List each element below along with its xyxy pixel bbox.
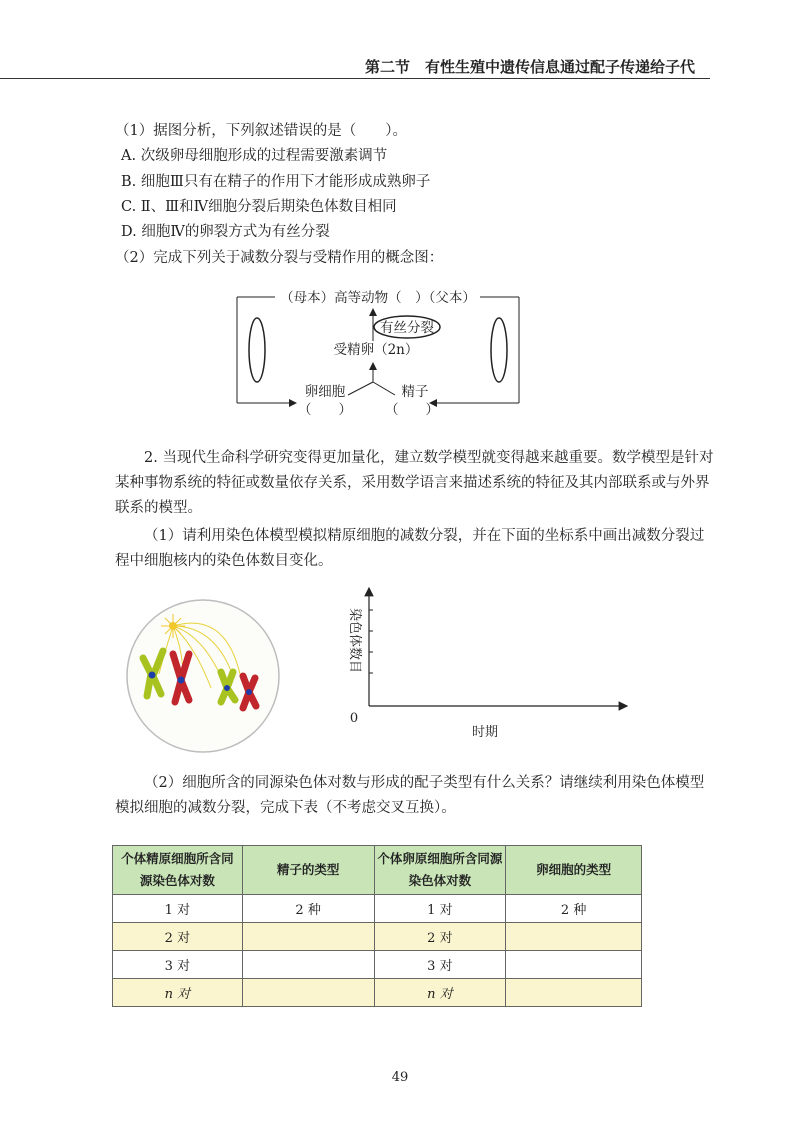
table-cell: 3 对: [113, 951, 243, 979]
q1-option-d: D. 细胞Ⅳ的卵裂方式为有丝分裂: [121, 224, 330, 240]
header-sperm-pairs: 个体精原细胞所含同源染色体对数: [113, 846, 243, 895]
sperm-label: 精子: [401, 384, 429, 400]
table-cell: [242, 923, 374, 951]
sperm-blank: （ ）: [385, 402, 439, 418]
egg-label: 卵细胞: [304, 384, 346, 400]
table-cell: 2 种: [506, 895, 642, 923]
table-row: [113, 951, 642, 979]
table-cell: n 对: [374, 979, 506, 1007]
header-egg-types: 卵细胞的类型: [506, 846, 642, 895]
origin-label: 0: [349, 711, 359, 726]
table-cell: 2 对: [374, 923, 506, 951]
chapter-title: 第二节 有性生殖中遗传信息通过配子传递给子代: [364, 58, 695, 76]
section2-p1: （1）请利用染色体模型模拟精原细胞的减数分裂，并在下面的坐标系中画出减数分裂过程中细胞核内的染色体数目变化。: [115, 528, 705, 569]
concept-top-label: （母本）高等动物（ ）（父本）: [280, 290, 476, 306]
q1-option-b: B. 细胞Ⅲ只有在精子的作用下才能形成成熟卵子: [121, 174, 431, 190]
table-cell: 2 种: [242, 895, 374, 923]
table-cell: 3 对: [374, 951, 506, 979]
y-ticks: [369, 610, 373, 673]
table-cell: [506, 951, 642, 979]
concept-map: [230, 285, 530, 425]
table-cell: [242, 951, 374, 979]
gamete-table: [112, 845, 642, 1007]
section2-p2: （2）细胞所含的同源染色体对数与形成的配子类型有什么关系？请继续利用染色体模型模拟细胞的减数分裂，完成下表（不考虑交叉互换）。: [115, 775, 705, 816]
table-cell: 1 对: [374, 895, 506, 923]
table-cell: n 对: [113, 979, 243, 1007]
table-cell: 2 对: [113, 923, 243, 951]
cell-illustration: [125, 596, 285, 756]
section2-intro: 2. 当现代生命科学研究变得更加量化，建立数学模型就变得越来越重要。数学模型是针对某种事物系统的特征或数量依存关系，采用数学语言来描述系统的特征及其内部联系或与外界联系的模型。: [115, 450, 714, 516]
q1-option-c: C. Ⅱ、Ⅲ和Ⅳ细胞分裂后期染色体数目相同: [121, 199, 397, 215]
blank-oval-left: [249, 318, 265, 382]
mitosis-label: 有丝分裂: [380, 320, 434, 336]
table-cell: [506, 979, 642, 1007]
chromosome-graph: [335, 580, 635, 750]
x-axis-label: 时期: [471, 725, 499, 740]
table-cell: [242, 979, 374, 1007]
table-cell: [506, 923, 642, 951]
table-row: [113, 923, 642, 951]
egg-blank: （ ）: [298, 402, 352, 418]
header-egg-pairs: 个体卵原细胞所含同源染色体对数: [374, 846, 506, 895]
blank-oval-right: [491, 318, 507, 382]
q2-stem: （2）完成下列关于减数分裂与受精作用的概念图：: [115, 250, 444, 266]
sperm-branch: [373, 382, 395, 395]
header-rule: [0, 78, 710, 79]
table-row: [113, 979, 642, 1007]
y-axis-label: 染色体数目: [347, 608, 362, 674]
egg-branch: [348, 382, 373, 395]
header-sperm-types: 精子的类型: [242, 846, 374, 895]
q1-option-a: A. 次级卵母细胞形成的过程需要激素调节: [121, 148, 388, 164]
q1-stem: （1）据图分析，下列叙述错误的是（ ）。: [115, 123, 407, 139]
table-row: [113, 895, 642, 923]
table-header-row: [113, 846, 642, 895]
table-cell: 1 对: [113, 895, 243, 923]
zygote-label: 受精卵（2n）: [333, 342, 419, 358]
page-header: [0, 50, 800, 84]
page-number: 49: [391, 1070, 409, 1085]
